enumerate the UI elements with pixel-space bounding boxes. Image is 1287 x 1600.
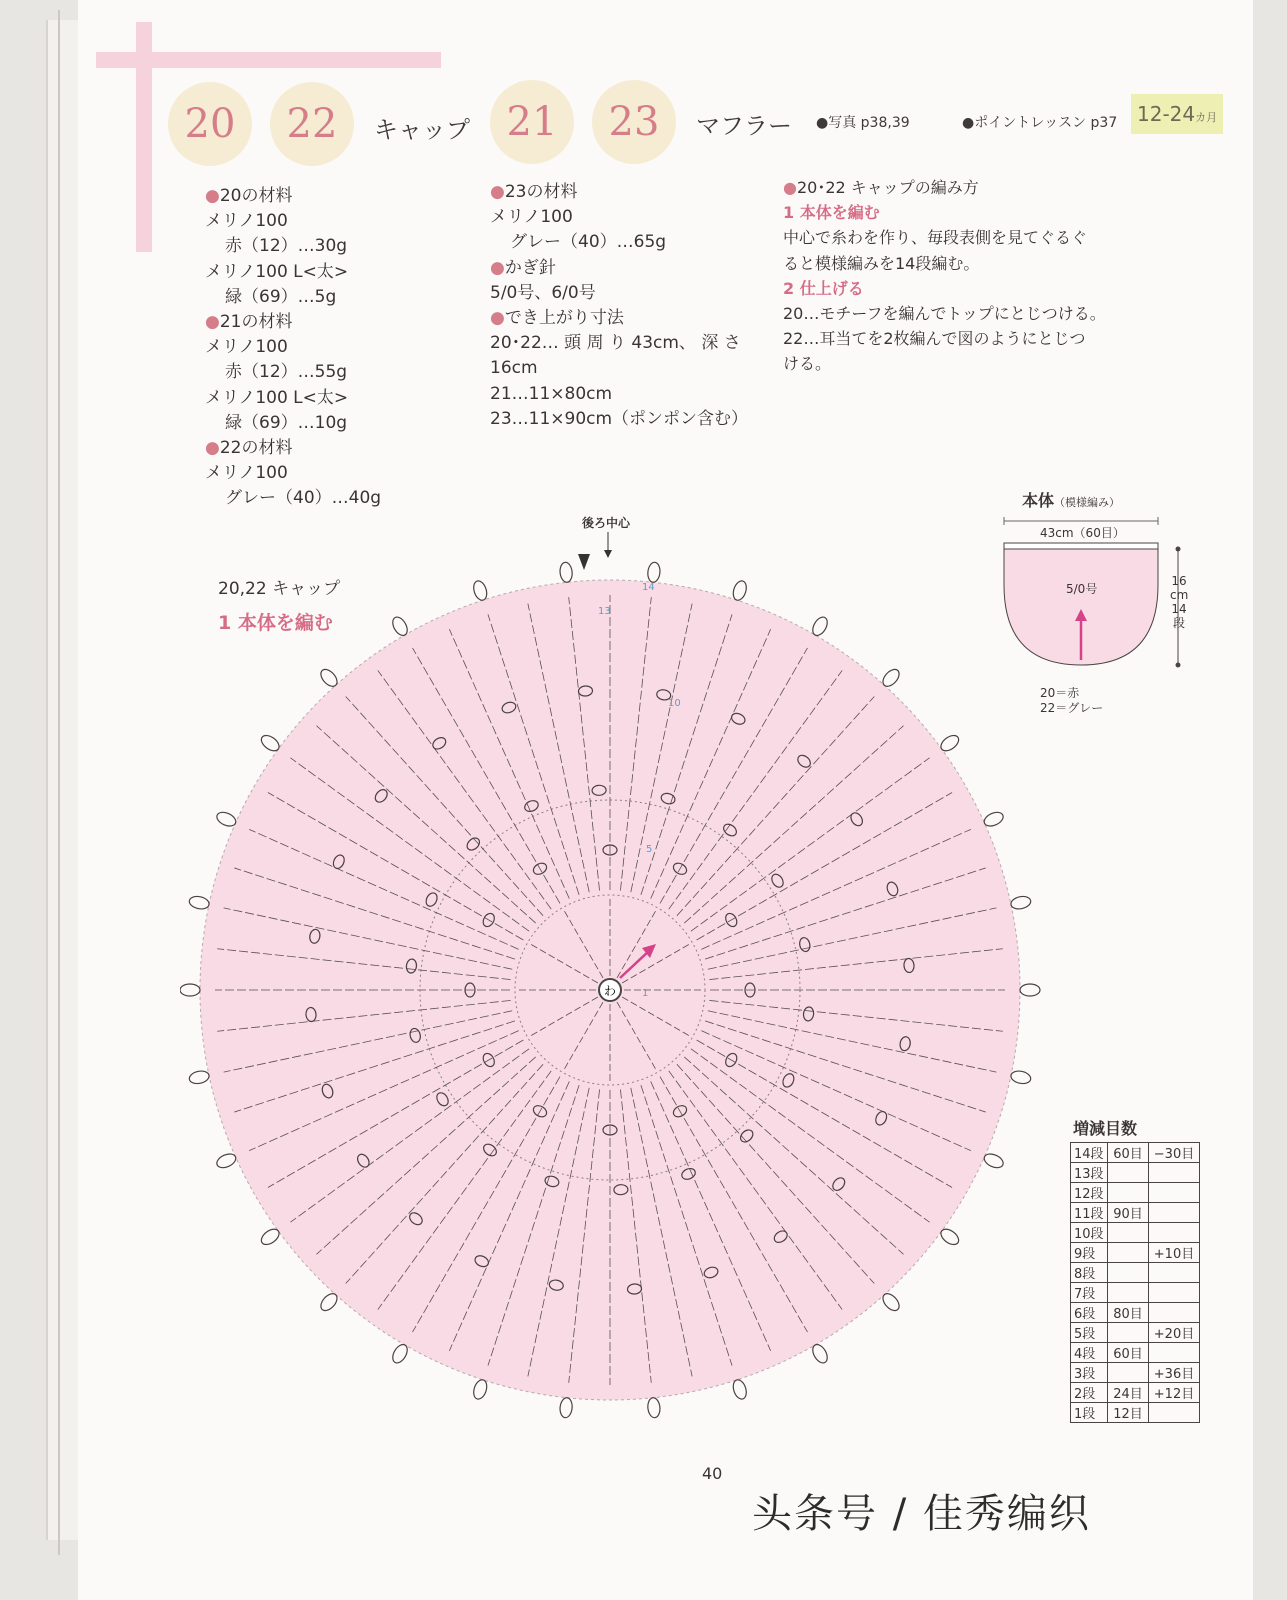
table-cell-row: 2段 bbox=[1071, 1383, 1108, 1403]
puff-stitch-icon bbox=[731, 1378, 749, 1401]
materials-column-2 bbox=[490, 180, 748, 432]
table-row bbox=[1071, 1203, 1200, 1223]
body-height-cm: 16 bbox=[1171, 574, 1187, 588]
instructions-column bbox=[783, 175, 1106, 377]
crochet-chart bbox=[180, 520, 1050, 1440]
pattern-number-21: 21 bbox=[490, 80, 574, 164]
table-cell-change bbox=[1149, 1203, 1200, 1223]
table-cell-change bbox=[1149, 1223, 1200, 1243]
age-range: 12-24 bbox=[1137, 102, 1196, 126]
table-row bbox=[1071, 1303, 1200, 1323]
table-cell-row: 12段 bbox=[1071, 1183, 1108, 1203]
body-diagram-title bbox=[1022, 488, 1120, 511]
puff-stitch-icon bbox=[471, 579, 489, 602]
row-mark-5: 5 bbox=[646, 844, 653, 855]
materials-21-heading: 21の材料 bbox=[219, 312, 293, 333]
instructions-heading: 20･22 キャップの編み方 bbox=[796, 178, 979, 197]
materials-21-line1: メリノ100 bbox=[205, 337, 288, 358]
bullet-icon: ● bbox=[205, 312, 220, 333]
table-row bbox=[1071, 1143, 1200, 1163]
table-cell-change bbox=[1149, 1163, 1200, 1183]
size-line1: 20･22… 頭 周 り 43cm、 深 さ bbox=[490, 333, 741, 354]
table-row bbox=[1071, 1323, 1200, 1343]
bullet-icon: ● bbox=[490, 308, 505, 329]
instructions-step1-line1: 中心で糸わを作り、毎段表側を見てぐるぐ bbox=[783, 228, 1088, 248]
table-row bbox=[1071, 1343, 1200, 1363]
instructions-step1: 1 本体を編む bbox=[783, 203, 880, 223]
pattern-number-22: 22 bbox=[270, 82, 354, 166]
body-height-unit: cm bbox=[1170, 588, 1189, 602]
table-cell-stitches: 24目 bbox=[1108, 1383, 1149, 1403]
size-line2: 16cm bbox=[490, 358, 538, 379]
table-cell-change bbox=[1149, 1303, 1200, 1323]
puff-stitch-icon bbox=[188, 895, 210, 911]
materials-23-line1: メリノ100 bbox=[490, 207, 573, 228]
row-mark-10: 10 bbox=[668, 698, 681, 709]
table-cell-stitches: 60目 bbox=[1108, 1343, 1149, 1363]
pattern-number-23: 23 bbox=[592, 80, 676, 164]
size-line4: 23…11×90cm（ポンポン含む） bbox=[490, 408, 749, 429]
table-cell-row: 4段 bbox=[1071, 1343, 1108, 1363]
chart-cap-title: 20,22 キャップ bbox=[218, 579, 341, 599]
materials-20-heading: 20の材料 bbox=[219, 186, 293, 206]
table-cell-row: 11段 bbox=[1071, 1203, 1108, 1223]
instructions-step2: 2 仕上げる bbox=[783, 278, 864, 298]
body-width-label: 43cm（60目） bbox=[1040, 526, 1125, 540]
muffler-title-label: マフラー bbox=[696, 112, 792, 140]
age-unit: カ月 bbox=[1195, 111, 1218, 124]
row-mark-13: 13 bbox=[598, 606, 611, 617]
materials-22-line2: グレー（40）…40g bbox=[225, 488, 382, 509]
size-line3: 21…11×80cm bbox=[490, 383, 613, 404]
table-cell-stitches bbox=[1108, 1243, 1149, 1263]
lesson-reference: ●ポイントレッスン p37 bbox=[962, 115, 1118, 131]
materials-20-line2: 赤（12）…30g bbox=[225, 236, 348, 257]
stitch-count-table-title: 増減目数 bbox=[1073, 1119, 1138, 1138]
ring-label: わ bbox=[603, 984, 617, 998]
size-heading: でき上がり寸法 bbox=[504, 308, 624, 329]
body-height-rows: 14 bbox=[1171, 602, 1187, 616]
table-row bbox=[1071, 1183, 1200, 1203]
table-cell-change: +20目 bbox=[1149, 1323, 1200, 1343]
table-cell-row: 8段 bbox=[1071, 1263, 1108, 1283]
bullet-icon: ● bbox=[205, 438, 220, 459]
materials-20-line4: 緑（69）…5g bbox=[225, 286, 337, 307]
body-needle-label: 5/0号 bbox=[1066, 582, 1098, 596]
table-cell-stitches: 90目 bbox=[1108, 1203, 1149, 1223]
instructions-step1-line2: ると模様編みを14段編む。 bbox=[783, 253, 980, 273]
puff-stitch-icon bbox=[1010, 895, 1032, 911]
body-height-rows-unit: 段 bbox=[1172, 616, 1185, 630]
page-number: 40 bbox=[702, 1464, 723, 1483]
decorative-ribbon-vertical bbox=[136, 22, 152, 252]
puff-stitch-icon bbox=[180, 984, 200, 996]
table-cell-change: +36目 bbox=[1149, 1363, 1200, 1383]
puff-stitch-icon bbox=[647, 562, 661, 583]
puff-stitch-icon bbox=[471, 1378, 489, 1401]
cap-title-label: キャップ bbox=[374, 116, 470, 144]
bullet-icon: ● bbox=[205, 186, 220, 206]
row-mark-14: 14 bbox=[642, 582, 655, 593]
table-cell-change: −30目 bbox=[1149, 1143, 1200, 1163]
hook-line1: 5/0号、6/0号 bbox=[490, 282, 596, 303]
puff-stitch-icon bbox=[188, 1069, 210, 1085]
materials-21-line3: メリノ100 L<太> bbox=[205, 387, 349, 408]
table-cell-row: 13段 bbox=[1071, 1163, 1108, 1183]
watermark: 头条号 / 佳秀编织 bbox=[752, 1491, 1091, 1537]
materials-20-line3: メリノ100 L<太> bbox=[205, 261, 349, 282]
table-cell-stitches bbox=[1108, 1363, 1149, 1383]
table-cell-row: 10段 bbox=[1071, 1223, 1108, 1243]
materials-21-line4: 緑（69）…10g bbox=[225, 412, 348, 433]
puff-stitch-icon bbox=[731, 579, 749, 602]
table-row bbox=[1071, 1283, 1200, 1303]
photo-reference: ●写真 p38,39 bbox=[816, 115, 910, 131]
table-cell-change bbox=[1149, 1403, 1200, 1423]
back-center-label: 後ろ中心 bbox=[582, 516, 631, 530]
color-22-label: 22＝グレー bbox=[1040, 701, 1104, 715]
table-row bbox=[1071, 1163, 1200, 1183]
materials-23-heading: 23の材料 bbox=[504, 182, 578, 202]
table-cell-row: 14段 bbox=[1071, 1143, 1108, 1163]
materials-23-line2: グレー（40）…65g bbox=[510, 232, 667, 253]
table-cell-stitches bbox=[1108, 1323, 1149, 1343]
table-cell-stitches: 80目 bbox=[1108, 1303, 1149, 1323]
table-cell-change: +10目 bbox=[1149, 1243, 1200, 1263]
pattern-number-20: 20 bbox=[168, 82, 252, 166]
body-height-label bbox=[1170, 574, 1188, 630]
table-cell-change: +12目 bbox=[1149, 1383, 1200, 1403]
instructions-step2-line1: 20…モチーフを編んでトップにとじつける。 bbox=[783, 304, 1106, 324]
puff-stitch-icon bbox=[1010, 1069, 1032, 1085]
stitch-count-table bbox=[1070, 1142, 1200, 1423]
table-cell-stitches bbox=[1108, 1223, 1149, 1243]
materials-20-line1: メリノ100 bbox=[205, 211, 288, 232]
puff-stitch-icon bbox=[559, 1397, 573, 1418]
table-cell-row: 6段 bbox=[1071, 1303, 1108, 1323]
bullet-icon: ● bbox=[490, 257, 505, 278]
table-cell-row: 1段 bbox=[1071, 1403, 1108, 1423]
table-cell-stitches bbox=[1108, 1283, 1149, 1303]
age-range-tag bbox=[1131, 94, 1223, 134]
puff-stitch-icon bbox=[647, 1397, 661, 1418]
materials-21-line2: 赤（12）…55g bbox=[225, 362, 348, 383]
table-cell-row: 5段 bbox=[1071, 1323, 1108, 1343]
table-row bbox=[1071, 1223, 1200, 1243]
table-cell-stitches bbox=[1108, 1263, 1149, 1283]
puff-stitch-icon bbox=[1020, 984, 1040, 996]
table-cell-stitches bbox=[1108, 1163, 1149, 1183]
chart-cap-step: 1 本体を編む bbox=[218, 612, 333, 634]
puff-stitch-icon bbox=[559, 562, 573, 583]
body-subtitle: （模様編み） bbox=[1054, 496, 1121, 509]
table-row bbox=[1071, 1383, 1200, 1403]
table-cell-change bbox=[1149, 1343, 1200, 1363]
instructions-step2-line2: 22…耳当てを2枚編んで図のようにとじつ bbox=[783, 329, 1086, 349]
table-cell-change bbox=[1149, 1183, 1200, 1203]
table-cell-change bbox=[1149, 1283, 1200, 1303]
materials-22-line1: メリノ100 bbox=[205, 463, 288, 484]
table-row bbox=[1071, 1403, 1200, 1423]
table-cell-row: 9段 bbox=[1071, 1243, 1108, 1263]
color-20-label: 20＝赤 bbox=[1040, 686, 1080, 700]
bullet-icon: ● bbox=[490, 182, 505, 202]
back-center-marker-icon bbox=[578, 554, 590, 570]
table-cell-stitches bbox=[1108, 1183, 1149, 1203]
table-row bbox=[1071, 1263, 1200, 1283]
table-cell-row: 3段 bbox=[1071, 1363, 1108, 1383]
table-cell-row: 7段 bbox=[1071, 1283, 1108, 1303]
bullet-icon: ● bbox=[783, 178, 797, 197]
materials-22-heading: 22の材料 bbox=[219, 438, 293, 459]
table-row bbox=[1071, 1243, 1200, 1263]
table-cell-stitches: 60目 bbox=[1108, 1143, 1149, 1163]
hook-heading: かぎ針 bbox=[504, 257, 556, 278]
table-row bbox=[1071, 1363, 1200, 1383]
instructions-step2-line3: ける。 bbox=[783, 354, 832, 374]
row-mark-1: 1 bbox=[642, 988, 649, 999]
materials-column-1 bbox=[205, 184, 381, 512]
table-cell-stitches: 12目 bbox=[1108, 1403, 1149, 1423]
body-title: 本体 bbox=[1022, 491, 1055, 510]
back-center-arrow-icon bbox=[604, 550, 612, 558]
table-cell-change bbox=[1149, 1263, 1200, 1283]
